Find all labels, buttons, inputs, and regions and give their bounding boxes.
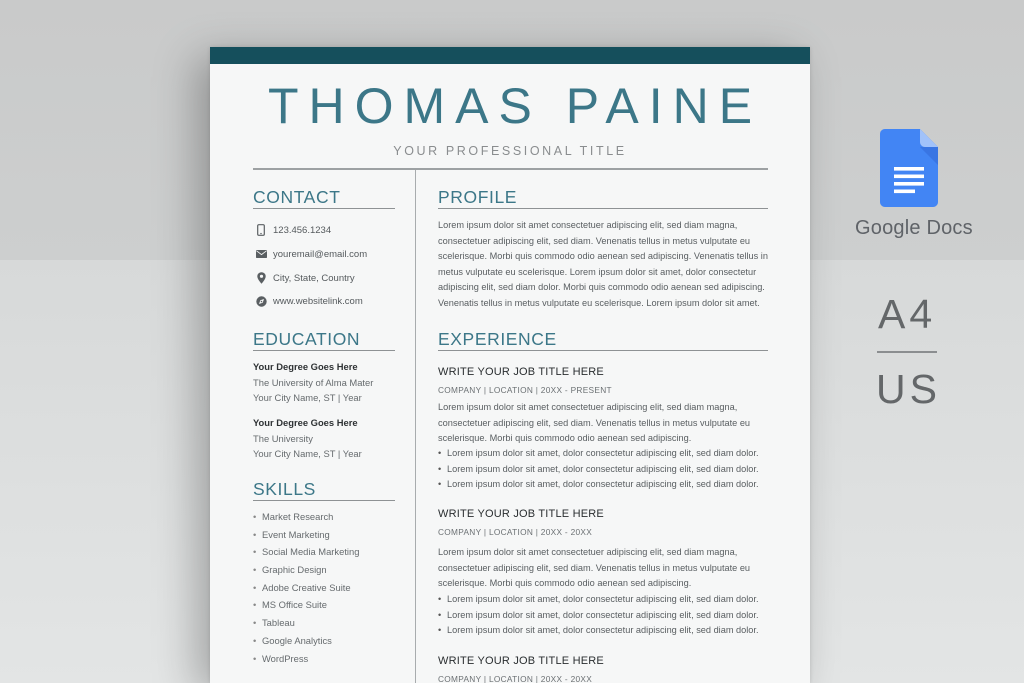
contact-email — [255, 245, 367, 263]
skill-item: • Tableau — [253, 614, 359, 632]
contact-phone-text: 123.456.1234 — [273, 224, 332, 236]
job-summary: Lorem ipsum dolor sit amet consectetuer adipiscing elit, sed diam magna, consectetuer adipiscing elit, sed diam. Venenatis tellus in metus vulputate eu scelerisque. Morbi quis commodo odio aenean sed adipiscing. — [438, 547, 751, 589]
education-entry — [253, 359, 403, 406]
website-icon — [255, 295, 267, 307]
skill-item: • Social Media Marketing — [253, 543, 359, 561]
education-heading: EDUCATION — [253, 329, 361, 349]
skill-item: • MS Office Suite — [253, 596, 359, 614]
education-heading-rule — [253, 350, 395, 351]
education-location: Your City Name, ST | Year — [253, 392, 362, 403]
experience-heading: EXPERIENCE — [438, 329, 557, 349]
job-bullets — [438, 592, 778, 639]
job-meta: COMPANY | LOCATION | 20XX - 20XX — [438, 674, 593, 683]
resume-page — [210, 47, 810, 683]
education-degree: Your Degree Goes Here — [253, 417, 358, 428]
contact-email-text: youremail@email.com — [273, 248, 368, 260]
education-school: The University of Alma Mater — [253, 376, 374, 388]
top-accent-bar — [210, 47, 810, 64]
format-us-label: US — [876, 366, 941, 412]
skill-item: • WordPress — [253, 650, 359, 668]
phone-icon — [255, 224, 267, 236]
location-icon — [255, 272, 267, 284]
education-location: Your City Name, ST | Year — [253, 448, 362, 459]
skill-item: • Adobe Creative Suite — [253, 579, 359, 597]
profile-text: Lorem ipsum dolor sit amet consectetuer adipiscing elit, sed diam magna, consectetuer adipiscing elit, sed diam. Venenatis tellus in metus vulputate eu scelerisque. Morbi quis commodo odio aenean sed adipiscing. Venenatis tellus in metus vulputate eu scelerisque. Lorem ipsum dolor sit amet, dolor consectetur adipiscing elit, sed diam dolor. Morbi quis commodo odio aenean sed adipiscing. Venenatis tellus in metus vulputate eu scelerisque. Lorem ipsum dolor sit amet. — [438, 220, 768, 308]
header-divider — [253, 168, 768, 170]
job-title: WRITE YOUR JOB TITLE HERE — [438, 655, 604, 667]
contact-heading: CONTACT — [253, 187, 341, 207]
column-divider — [415, 170, 416, 683]
job-bullet: • Lorem ipsum dolor sit amet, dolor consectetur adipiscing elit, sed diam dolor. — [438, 477, 778, 493]
contact-location-text: City, State, Country — [273, 272, 355, 284]
google-docs-label: Google Docs — [855, 217, 973, 239]
contact-website — [255, 292, 363, 310]
contact-phone — [255, 221, 331, 239]
education-entry — [253, 415, 403, 462]
job-bullet: • Lorem ipsum dolor sit amet, dolor consectetur adipiscing elit, sed diam dolor. — [438, 608, 778, 624]
skill-item: • Graphic Design — [253, 561, 359, 579]
format-a4-label: A4 — [878, 291, 937, 337]
job-bullet: • Lorem ipsum dolor sit amet, dolor consectetur adipiscing elit, sed diam dolor. — [438, 623, 778, 639]
job-bullets — [438, 446, 778, 493]
professional-title: YOUR PROFESSIONAL TITLE — [393, 144, 627, 158]
skills-heading: SKILLS — [253, 479, 316, 499]
contact-website-text: www.websitelink.com — [273, 295, 363, 307]
job-bullet: • Lorem ipsum dolor sit amet, dolor consectetur adipiscing elit, sed diam dolor. — [438, 446, 778, 462]
resume-name: THOMAS PAINE — [267, 78, 763, 134]
skills-list — [253, 508, 359, 667]
job-bullet: • Lorem ipsum dolor sit amet, dolor consectetur adipiscing elit, sed diam dolor. — [438, 462, 778, 478]
contact-heading-rule — [253, 208, 395, 209]
experience-heading-rule — [438, 350, 768, 351]
job-meta: COMPANY | LOCATION | 20XX - 20XX — [438, 527, 593, 537]
skill-item: • Event Marketing — [253, 526, 359, 544]
skills-heading-rule — [253, 500, 395, 501]
skill-item: • Google Analytics — [253, 632, 359, 650]
format-divider — [877, 351, 937, 353]
skill-item: • Market Research — [253, 508, 359, 526]
job-title: WRITE YOUR JOB TITLE HERE — [438, 366, 604, 378]
education-degree: Your Degree Goes Here — [253, 361, 358, 372]
job-meta: COMPANY | LOCATION | 20XX - PRESENT — [438, 385, 612, 395]
job-summary: Lorem ipsum dolor sit amet consectetuer adipiscing elit, sed diam magna, consectetuer adipiscing elit, sed diam. Venenatis tellus in metus vulputate eu scelerisque. Morbi quis commodo odio aenean sed adipiscing. — [438, 402, 751, 444]
email-icon — [255, 248, 267, 260]
job-title: WRITE YOUR JOB TITLE HERE — [438, 508, 604, 520]
google-docs-icon — [880, 129, 938, 207]
contact-location — [255, 269, 355, 287]
profile-heading: PROFILE — [438, 187, 518, 207]
education-school: The University — [253, 432, 313, 444]
profile-heading-rule — [438, 208, 768, 209]
job-bullet: • Lorem ipsum dolor sit amet, dolor consectetur adipiscing elit, sed diam dolor. — [438, 592, 778, 608]
